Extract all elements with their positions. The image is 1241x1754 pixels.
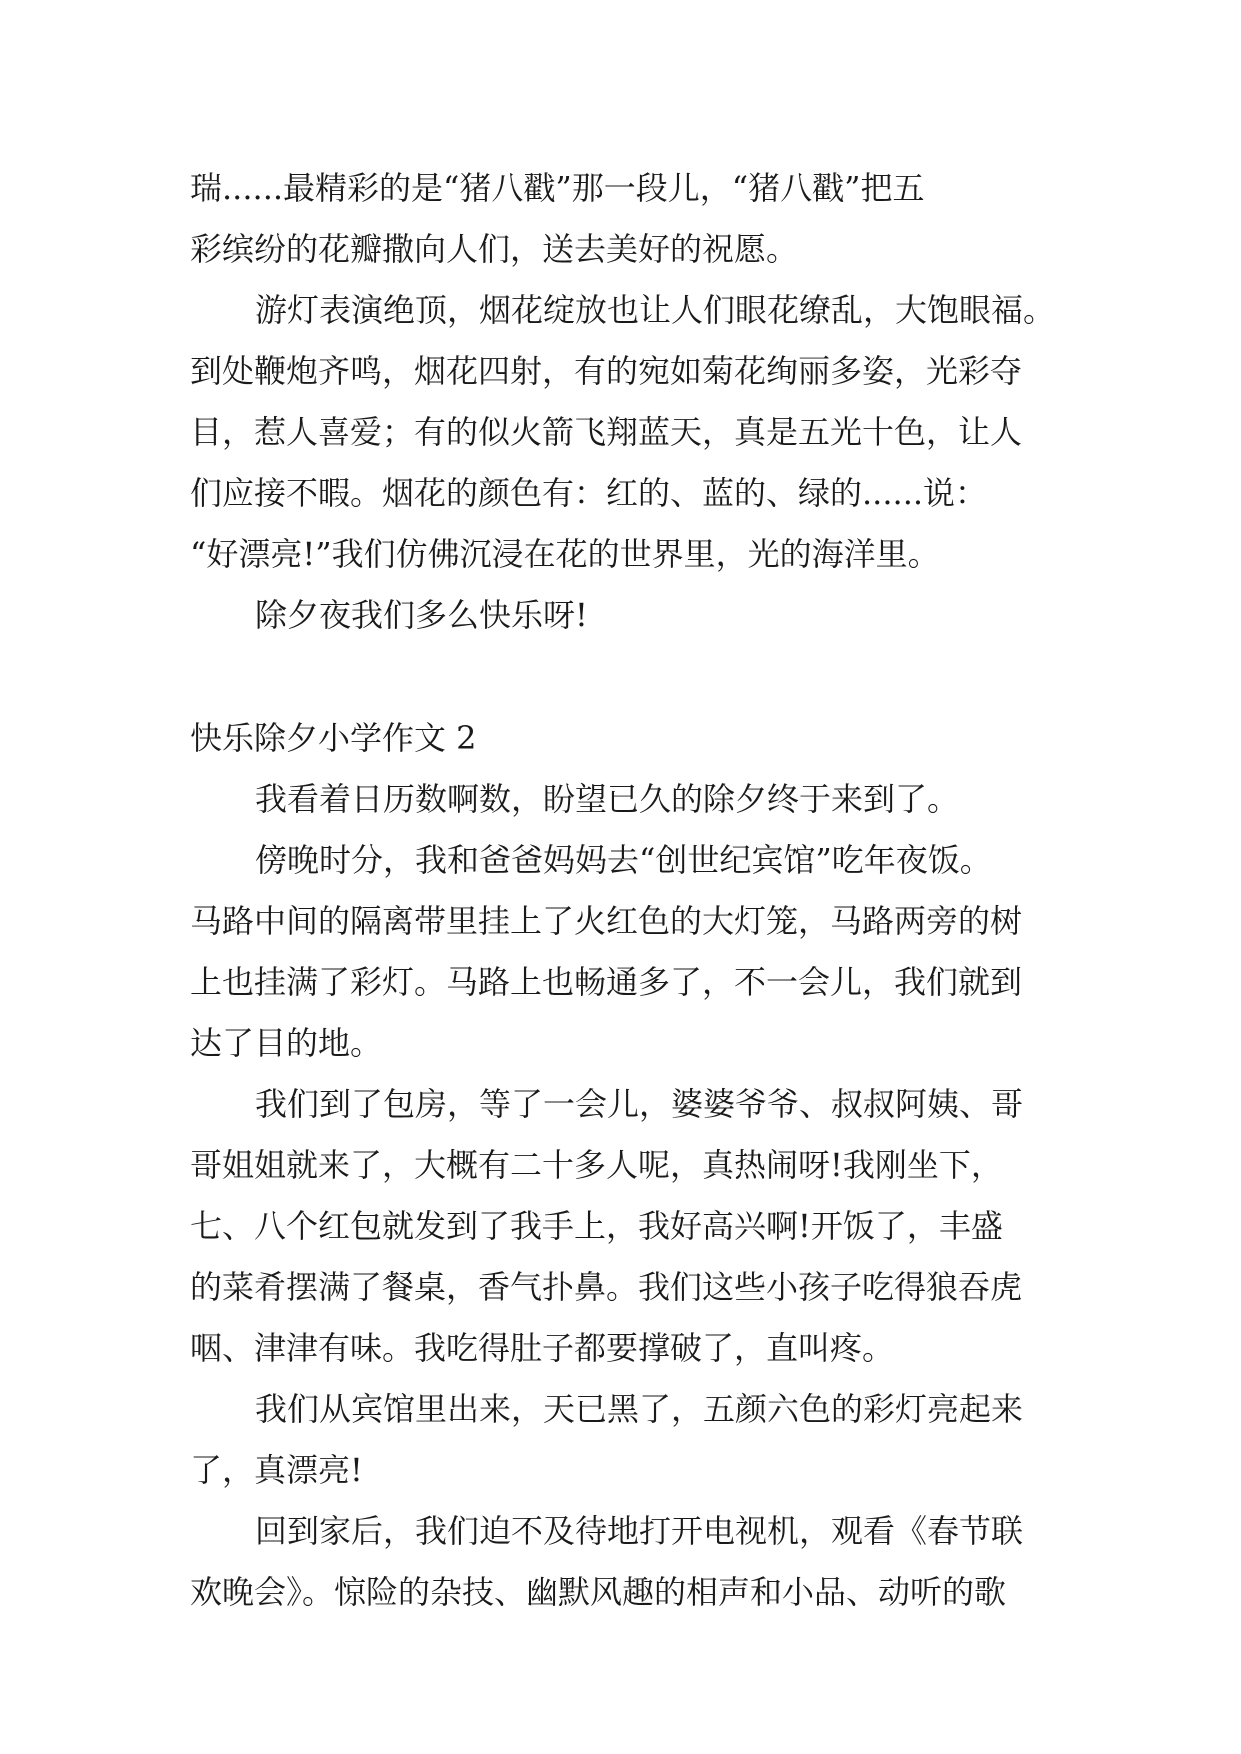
paragraph-start: 我看着日历数啊数，盼望已久的除夕终于来到了。 (255, 780, 960, 818)
text-line: 七、八个红包就发到了我手上，我好高兴啊!开饭了，丰盛 (190, 1207, 1003, 1245)
paragraph-start: 傍晚时分，我和爸爸妈妈去“创世纪宾馆”吃年夜饭。 (255, 841, 992, 879)
paragraph-start: 游灯表演绝顶，烟花绽放也让人们眼花缭乱，大饱眼福。 (255, 291, 1056, 329)
paragraph-start: 我们到了包房，等了一会儿，婆婆爷爷、叔叔阿姨、哥 (255, 1085, 1024, 1123)
text-line: 咽、津津有味。我吃得肚子都要撑破了，直叫疼。 (190, 1329, 895, 1367)
text-line: 到处鞭炮齐鸣，烟花四射，有的宛如菊花绚丽多姿，光彩夺 (190, 352, 1023, 390)
text-line: 了，真漂亮! (190, 1451, 363, 1489)
text-line: 马路中间的隔离带里挂上了火红色的大灯笼，马路两旁的树 (190, 902, 1023, 940)
text-line: 瑞......最精彩的是“猪八戳”那一段儿，“猪八戳”把五 (190, 169, 925, 207)
text-line: 目，惹人喜爱；有的似火箭飞翔蓝天，真是五光十色，让人 (190, 413, 1023, 451)
section-title: 快乐除夕小学作文 2 (190, 719, 477, 757)
text-line: 达了目的地。 (190, 1024, 383, 1062)
paragraph-start: 除夕夜我们多么快乐呀! (255, 596, 588, 634)
paragraph-start: 我们从宾馆里出来，天已黑了，五颜六色的彩灯亮起来 (255, 1390, 1024, 1428)
text-line: 上也挂满了彩灯。马路上也畅通多了，不一会儿，我们就到 (190, 963, 1023, 1001)
text-line: 欢晚会》。惊险的杂技、幽默风趣的相声和小品、动听的歌 (190, 1573, 1007, 1611)
text-line: 哥姐姐就来了，大概有二十多人呢，真热闹呀!我刚坐下， (190, 1146, 1003, 1184)
text-line: 彩缤纷的花瓣撒向人们，送去美好的祝愿。 (190, 230, 799, 268)
text-line: “好漂亮!”我们仿佛沉浸在花的世界里，光的海洋里。 (190, 535, 940, 573)
text-line: 们应接不暇。烟花的颜色有：红的、蓝的、绿的......说： (190, 474, 988, 512)
paragraph-start: 回到家后，我们迫不及待地打开电视机，观看《春节联 (255, 1512, 1024, 1550)
text-line: 的菜肴摆满了餐桌，香气扑鼻。我们这些小孩子吃得狼吞虎 (190, 1268, 1023, 1306)
